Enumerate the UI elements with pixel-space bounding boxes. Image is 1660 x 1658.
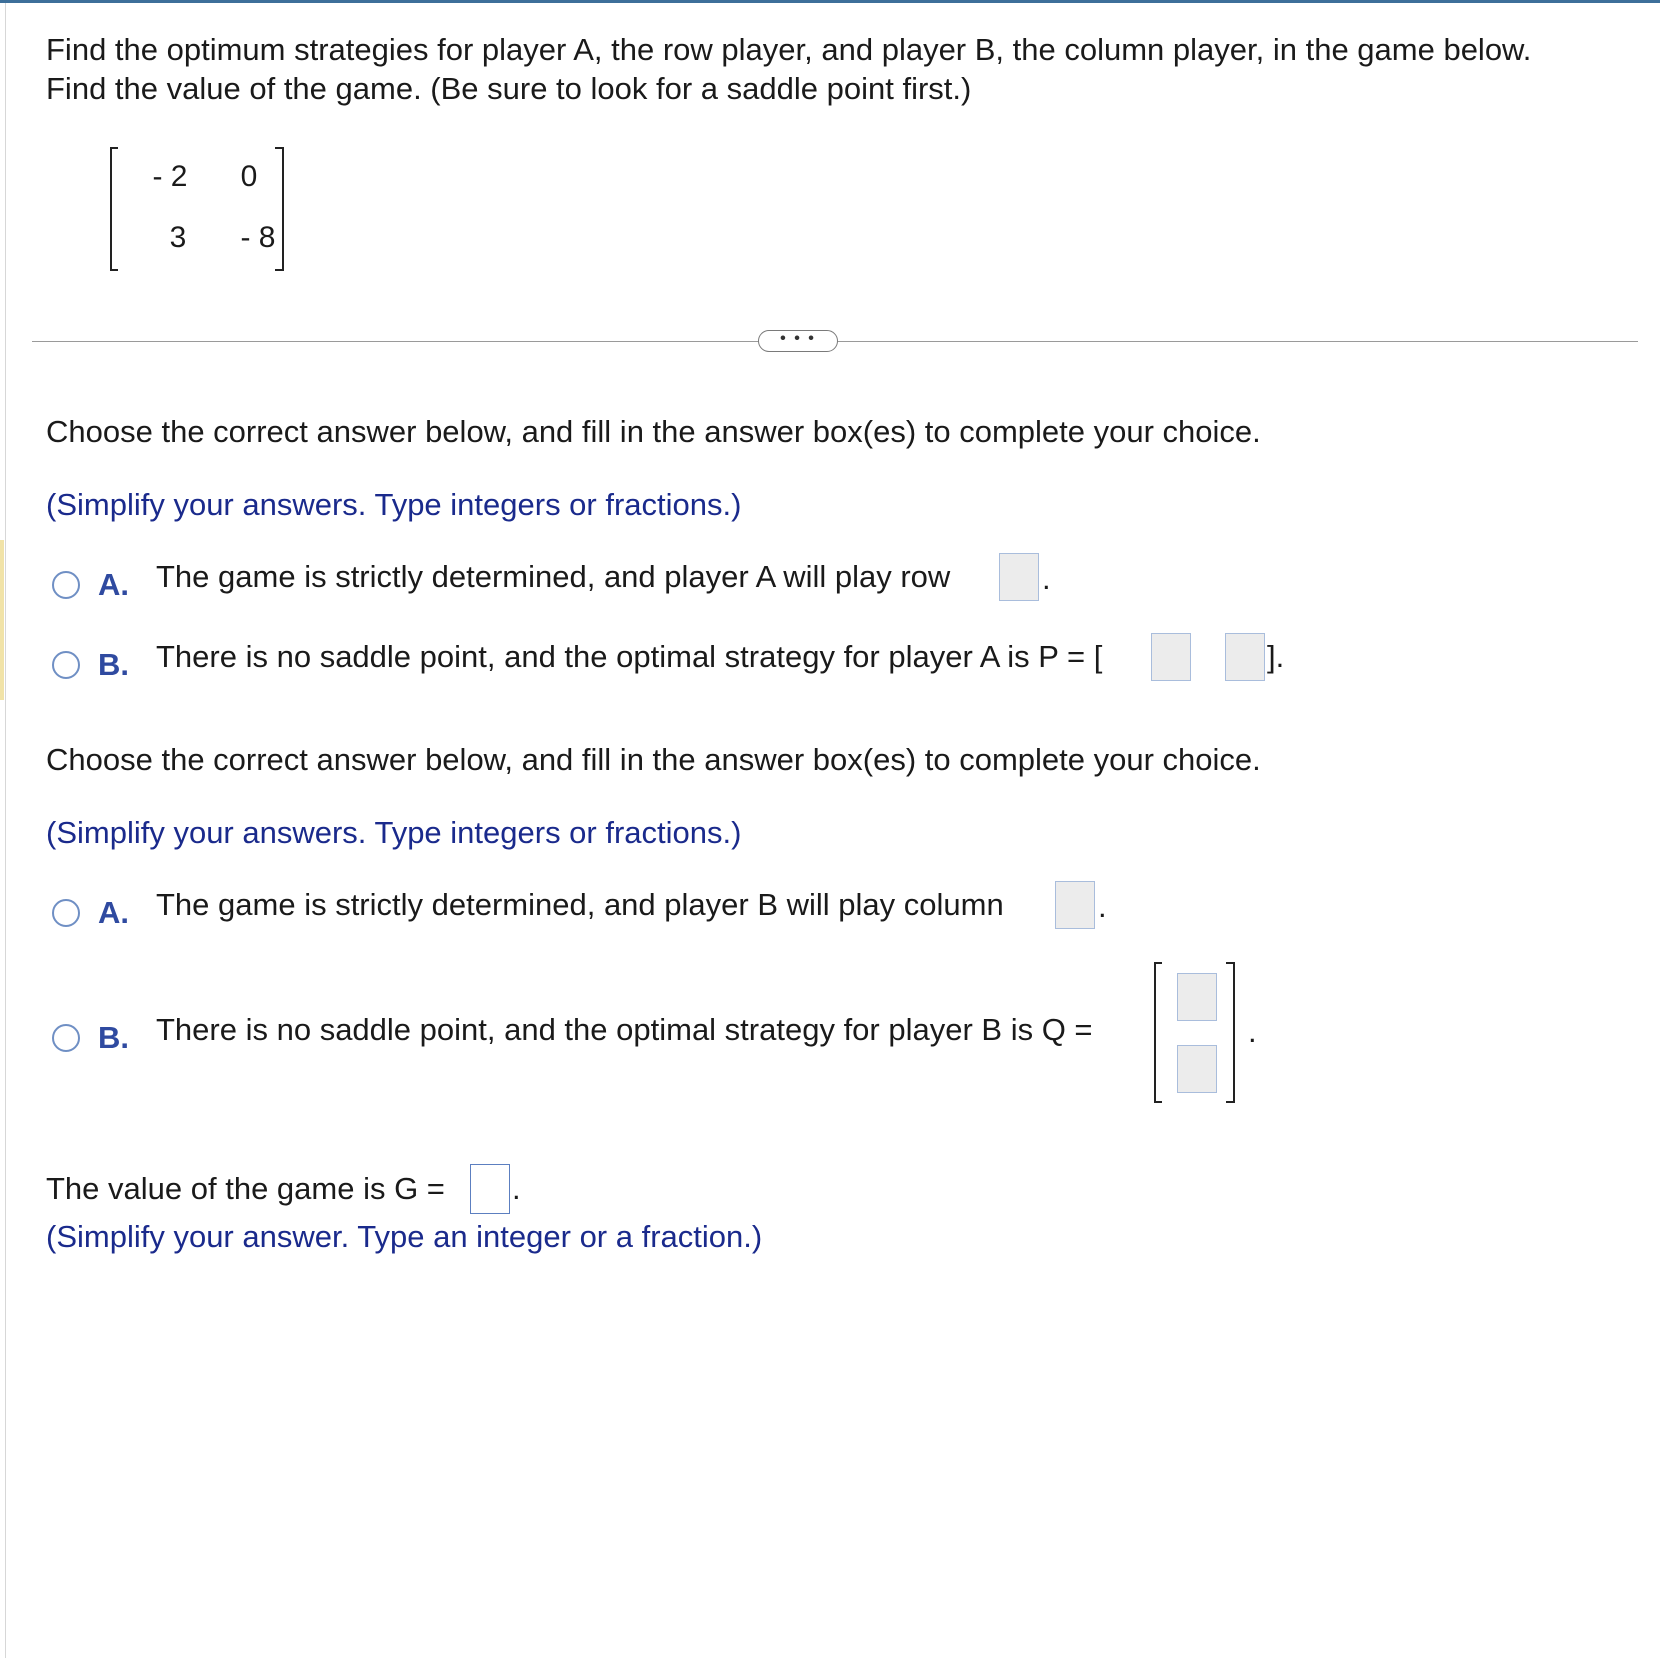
part2-option-a-radio[interactable] xyxy=(52,899,80,927)
matrix-cell-r1c1: - 2 xyxy=(152,160,188,193)
part1-option-b-letter: B. xyxy=(98,647,129,682)
part1-instruction: Choose the correct answer below, and fill in the answer box(es) to complete your choice. xyxy=(46,414,1261,449)
part2-option-b-radio[interactable] xyxy=(52,1024,80,1052)
part2-option-a-text: The game is strictly determined, and player B will play column xyxy=(156,887,1004,922)
value-hint: (Simplify your answer. Type an integer or a fraction.) xyxy=(46,1219,763,1254)
left-highlight-marker xyxy=(0,540,4,700)
matrix-cell-r2c2: - 8 xyxy=(240,221,276,254)
part2-q1-input[interactable] xyxy=(1177,973,1217,1021)
part2-option-b-text: There is no saddle point, and the optimal strategy for player B is Q = xyxy=(156,1012,1093,1047)
part2-q2-input[interactable] xyxy=(1177,1045,1217,1093)
part1-row-input[interactable] xyxy=(999,553,1039,601)
part1-option-b-text: There is no saddle point, and the optimal strategy for player A is P = [ xyxy=(156,639,1103,674)
part2-instruction: Choose the correct answer below, and fill in the answer box(es) to complete your choice. xyxy=(46,742,1261,777)
part2-option-a-letter: A. xyxy=(98,895,129,930)
part1-option-b-radio[interactable] xyxy=(52,651,80,679)
part2-hint: (Simplify your answers. Type integers or fractions.) xyxy=(46,815,742,850)
part1-p1-input[interactable] xyxy=(1151,633,1191,681)
part1-option-a-text: The game is strictly determined, and player A will play row xyxy=(156,559,951,594)
part1-hint: (Simplify your answers. Type integers or fractions.) xyxy=(46,487,742,522)
left-border xyxy=(5,3,6,1658)
matrix-cell-r1c2: 0 xyxy=(240,160,258,193)
part1-p2-input[interactable] xyxy=(1225,633,1265,681)
part1-option-a-radio[interactable] xyxy=(52,571,80,599)
top-accent-bar xyxy=(0,0,1660,3)
matrix-cell-r2c1: 3 xyxy=(169,221,187,254)
value-label: The value of the game is G = xyxy=(46,1171,445,1206)
part2-option-a-period: . xyxy=(1098,889,1107,924)
question-line-1: Find the optimum strategies for player A, the row player, and player B, the column player, in the game below. xyxy=(46,32,1532,67)
part2-column-input[interactable] xyxy=(1055,881,1095,929)
part2-option-b-letter: B. xyxy=(98,1020,129,1055)
part1-option-b-close: ]. xyxy=(1267,639,1285,674)
question-line-2: Find the value of the game. (Be sure to look for a saddle point first.) xyxy=(46,71,972,106)
part1-option-a-letter: A. xyxy=(98,567,129,602)
part1-option-a-period: . xyxy=(1042,561,1051,596)
show-more-button[interactable]: • • • xyxy=(758,330,838,352)
game-value-input[interactable] xyxy=(470,1164,510,1214)
part2-option-b-period: . xyxy=(1248,1014,1257,1049)
value-period: . xyxy=(512,1171,521,1206)
